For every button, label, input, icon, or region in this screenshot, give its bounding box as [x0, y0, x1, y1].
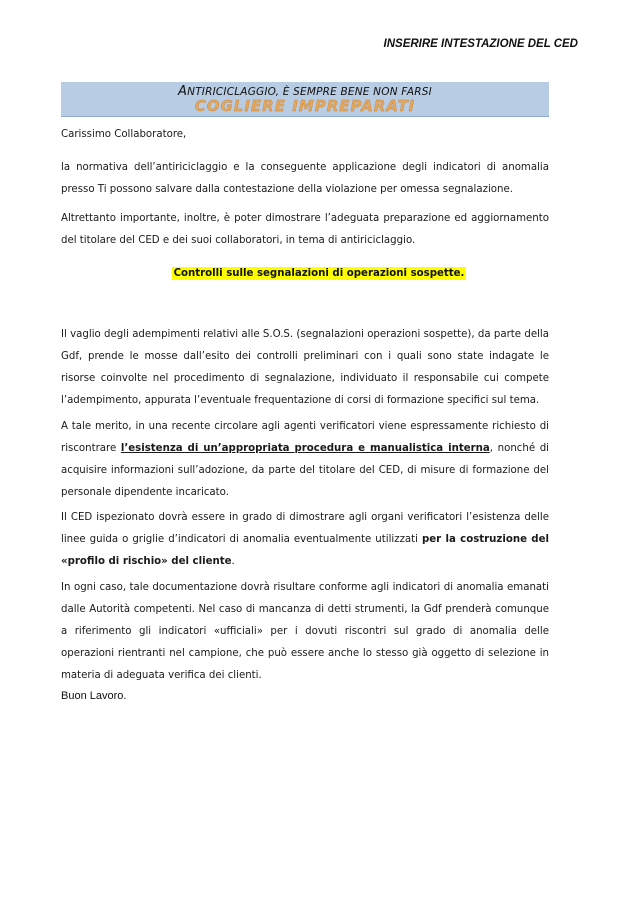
title-line-2: COGLIERE IMPREPARATI — [194, 97, 416, 115]
paragraph-6: In ogni caso, tale documentazione dovrà risultare conforme agli indicatori di anomalia emanati dalle Autorità competenti. Nel caso di mancanza di detti strumenti, la Gdf prenderà comunque a riferimento gli indicatori «ufficiali» per i dovuti riscontri sul grado di anomalia delle operazioni rientranti nel campione, che può essere anche lo stesso già oggetto di selezione in materia di adeguata verifica dei clienti. — [61, 582, 549, 681]
paragraph-4-part-a: A tale merito, in una recente circolare agli agenti verificatori viene espressamente richiesto di riscontrare — [61, 421, 549, 454]
paragraph-5-part-c: . — [231, 556, 235, 567]
paragraph-3: Il vaglio degli adempimenti relativi alle S.O.S. (segnalazioni operazioni sospette), da parte della Gdf, prende le mosse dall’esito dei controlli preliminari con i quali sono state indagate le risorse coinvolte nel procedimento di segnalazione, individuato il responsabile cui compete l’adempimento, appurata l’eventuale frequentazione di corsi di formazione specifici sul tema. — [61, 329, 549, 406]
paragraph-4 — [61, 416, 549, 504]
title-drop-cap: A — [178, 84, 188, 99]
closing-line: Buon Lavoro. — [61, 690, 127, 702]
paragraph-5 — [61, 507, 549, 573]
highlight-heading: Controlli sulle segnalazioni di operazioni sospette. — [173, 268, 465, 279]
paragraph-4-part-c: , nonché di acquisire informazioni sull’adozione, da parte del titolare del CED, di misure di formazione del personale dipendente incaricato. — [61, 443, 550, 498]
letterhead-placeholder: INSERIRE INTESTAZIONE DEL CED — [383, 38, 578, 50]
paragraph-1: la normativa dell’antiriciclaggio e la conseguente applicazione degli indicatori di anomalia presso Ti possono salvare dalla contestazione della violazione per omessa segnalazione. — [61, 162, 549, 195]
highlight-heading-row — [0, 263, 638, 281]
paragraph-2: Altrettanto importante, inoltre, è poter dimostrare l’adeguata preparazione ed aggiornamento del titolare del CED e dei suoi collaboratori, in tema di antiriciclaggio. — [61, 213, 549, 246]
greeting: Carissimo Collaboratore, — [61, 129, 187, 140]
paragraph-5-emphasis: per la costruzione del «profilo di rischio» del cliente — [61, 534, 549, 567]
paragraph-4-emphasis: l’esistenza di un’appropriata procedura e manualistica interna — [120, 443, 490, 454]
title-banner — [61, 82, 549, 117]
paragraph-5-part-a: Il CED ispezionato dovrà essere in grado di dimostrare agli organi verificatori l’esistenza delle linee guida o griglie d’indicatori di anomalia eventualmente utilizzati — [61, 512, 549, 545]
title-line-1-text: NTIRICICLAGGIO, È SEMPRE BENE NON FARSI — [187, 86, 432, 98]
